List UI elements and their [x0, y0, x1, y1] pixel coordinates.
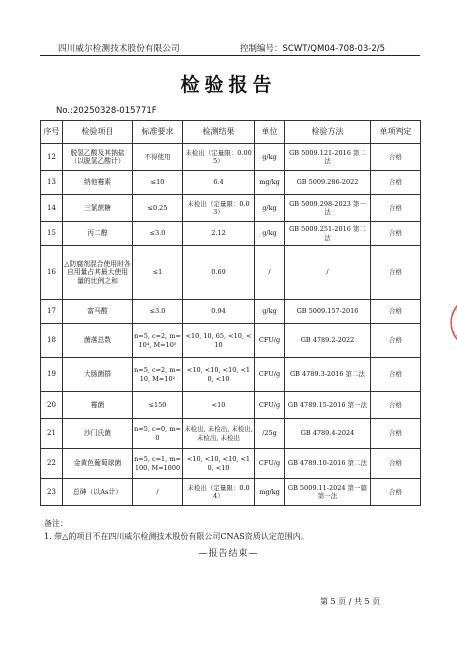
header-rule — [40, 55, 420, 56]
col-header-result: 检测结果 — [183, 121, 255, 144]
table-row — [41, 144, 421, 171]
cell-result: 未检出（定量限：0.03） — [183, 195, 255, 222]
cell-method: GB 4789.4-2024 — [285, 419, 371, 449]
cell-requirement: n=5, c=1, m=100, M=1000 — [133, 449, 183, 479]
cell-item: 霉菌 — [63, 392, 133, 419]
cell-judgement: 合格 — [371, 246, 421, 300]
cell-item: 金黄色葡萄球菌 — [63, 449, 133, 479]
cell-item: 富马酸 — [63, 300, 133, 324]
report-end-marker: —报告结束— — [198, 549, 259, 559]
cell-result: 未检出, 未检出, 未检出, 未检出, 未检出 — [183, 419, 255, 449]
cell-requirement: ≤3.0 — [133, 300, 183, 324]
cell-method: GB 5009.157-2016 — [285, 300, 371, 324]
table-row — [41, 171, 421, 195]
cell-no: 17 — [41, 300, 63, 324]
cell-no: 23 — [41, 479, 63, 506]
col-header-judgement: 单项判定 — [371, 121, 421, 144]
cell-judgement: 合格 — [371, 419, 421, 449]
cell-requirement: ≤1 — [133, 246, 183, 300]
cell-judgement: 合格 — [371, 300, 421, 324]
report-title: 检验报告 — [180, 74, 277, 96]
table-row — [41, 246, 421, 300]
cell-result: 0.69 — [183, 246, 255, 300]
cell-unit: CFU/g — [255, 392, 285, 419]
cell-item: 沙门氏菌 — [63, 419, 133, 449]
cell-item: △防腐剂混合使用时各自用量占其最大使用量的比例之和 — [63, 246, 133, 300]
cell-judgement: 合格 — [371, 144, 421, 171]
col-header-method: 检验方法 — [285, 121, 371, 144]
table-row — [41, 449, 421, 479]
table-row — [41, 358, 421, 392]
cell-method: GB 4789.2-2022 — [285, 324, 371, 358]
table-row — [41, 222, 421, 246]
cell-judgement: 合格 — [371, 324, 421, 358]
col-header-requirement: 标准要求 — [133, 121, 183, 144]
cell-requirement: ≤10 — [133, 171, 183, 195]
cell-result: <10, <10, <10, <10, <10 — [183, 449, 255, 479]
cell-unit: mg/kg — [255, 479, 285, 506]
cell-no: 20 — [41, 392, 63, 419]
cell-method: GB 4789.10-2016 第二法 — [285, 449, 371, 479]
cell-result: <10, 10, 65, <10, <10 — [183, 324, 255, 358]
cell-requirement: n=5, c=2, m=10, M=10² — [133, 358, 183, 392]
cell-result: 未检出（定量限：0.04） — [183, 479, 255, 506]
table-row — [41, 419, 421, 449]
cell-requirement: 不得使用 — [133, 144, 183, 171]
cell-unit: /25g — [255, 419, 285, 449]
cell-method: GB 5009.286-2022 — [285, 171, 371, 195]
cell-unit: g/kg — [255, 222, 285, 246]
col-header-no: 序号 — [41, 121, 63, 144]
col-header-item: 检验项目 — [63, 121, 133, 144]
cell-unit: CFU/g — [255, 358, 285, 392]
table-header-row — [41, 121, 421, 144]
cell-unit: g/kg — [255, 195, 285, 222]
cell-no: 16 — [41, 246, 63, 300]
cell-item: 菌落总数 — [63, 324, 133, 358]
cell-item: 纳他霉素 — [63, 171, 133, 195]
table-row — [41, 195, 421, 222]
cell-method: GB 5009.251-2016 第二法 — [285, 222, 371, 246]
cell-item: 总砷（以As计） — [63, 479, 133, 506]
cell-method: GB 4789.15-2016 第一法 — [285, 392, 371, 419]
cell-judgement: 合格 — [371, 479, 421, 506]
cell-no: 21 — [41, 419, 63, 449]
cell-result: 2.12 — [183, 222, 255, 246]
cell-no: 15 — [41, 222, 63, 246]
cell-requirement: ≤3.0 — [133, 222, 183, 246]
cell-item: 大肠菌群 — [63, 358, 133, 392]
cell-item: 三氯蔗糖 — [63, 195, 133, 222]
red-seal-stamp — [436, 295, 457, 350]
cell-result: 0.94 — [183, 300, 255, 324]
cell-method: / — [285, 246, 371, 300]
cell-no: 22 — [41, 449, 63, 479]
notes-label: 备注： — [44, 519, 68, 528]
cell-no: 12 — [41, 144, 63, 171]
cell-unit: CFU/g — [255, 324, 285, 358]
cell-no: 14 — [41, 195, 63, 222]
cell-judgement: 合格 — [371, 222, 421, 246]
cell-requirement: n=5, c=2, m=10⁴, M=10⁵ — [133, 324, 183, 358]
cell-requirement: ≤150 — [133, 392, 183, 419]
cell-method: GB 5009.11-2024 第一篇第一法 — [285, 479, 371, 506]
cell-result: <10 — [183, 392, 255, 419]
cell-no: 19 — [41, 358, 63, 392]
cell-judgement: 合格 — [371, 392, 421, 419]
table-row — [41, 392, 421, 419]
report-number: No.:20250328-015771F — [56, 106, 157, 116]
cell-judgement: 合格 — [371, 358, 421, 392]
cell-method: GB 4789.3-2016 第二法 — [285, 358, 371, 392]
cell-judgement: 合格 — [371, 195, 421, 222]
cell-method: GB 5009.298-2023 第一法 — [285, 195, 371, 222]
cell-method: GB 5009.121-2016 第二法 — [285, 144, 371, 171]
cell-item: 丙二醇 — [63, 222, 133, 246]
cell-no: 18 — [41, 324, 63, 358]
cell-judgement: 合格 — [371, 449, 421, 479]
cell-requirement: ≤0.25 — [133, 195, 183, 222]
cell-unit: mg/kg — [255, 171, 285, 195]
results-table — [40, 120, 421, 506]
cell-requirement: n=5, c=0, m=0 — [133, 419, 183, 449]
table-row — [41, 479, 421, 506]
notes-section — [44, 517, 309, 543]
cell-item: 脱氢乙酸及其钠盐（以脱氢乙酸计） — [63, 144, 133, 171]
table-row — [41, 300, 421, 324]
page-indicator: 第 5 页 / 共 5 页 — [320, 597, 381, 606]
cell-unit: CFU/g — [255, 449, 285, 479]
cell-unit: g/kg — [255, 300, 285, 324]
cell-result: 未检出（定量限：0.005） — [183, 144, 255, 171]
cell-result: <10, <10, <10, <10, <10 — [183, 358, 255, 392]
notes-line-1: 1. 带△的项目不在四川威尔检测技术股份有限公司CNAS资质认定范围内。 — [44, 532, 309, 541]
cell-judgement: 合格 — [371, 171, 421, 195]
cell-requirement: / — [133, 479, 183, 506]
cell-unit: g/kg — [255, 144, 285, 171]
col-header-unit: 单位 — [255, 121, 285, 144]
company-name: 四川威尔检测技术股份有限公司 — [58, 44, 180, 54]
cell-result: 6.4 — [183, 171, 255, 195]
control-number: 控制编号：SCWT/QM04-708-03-2/5 — [240, 44, 386, 54]
cell-no: 13 — [41, 171, 63, 195]
table-row — [41, 324, 421, 358]
cell-unit: / — [255, 246, 285, 300]
